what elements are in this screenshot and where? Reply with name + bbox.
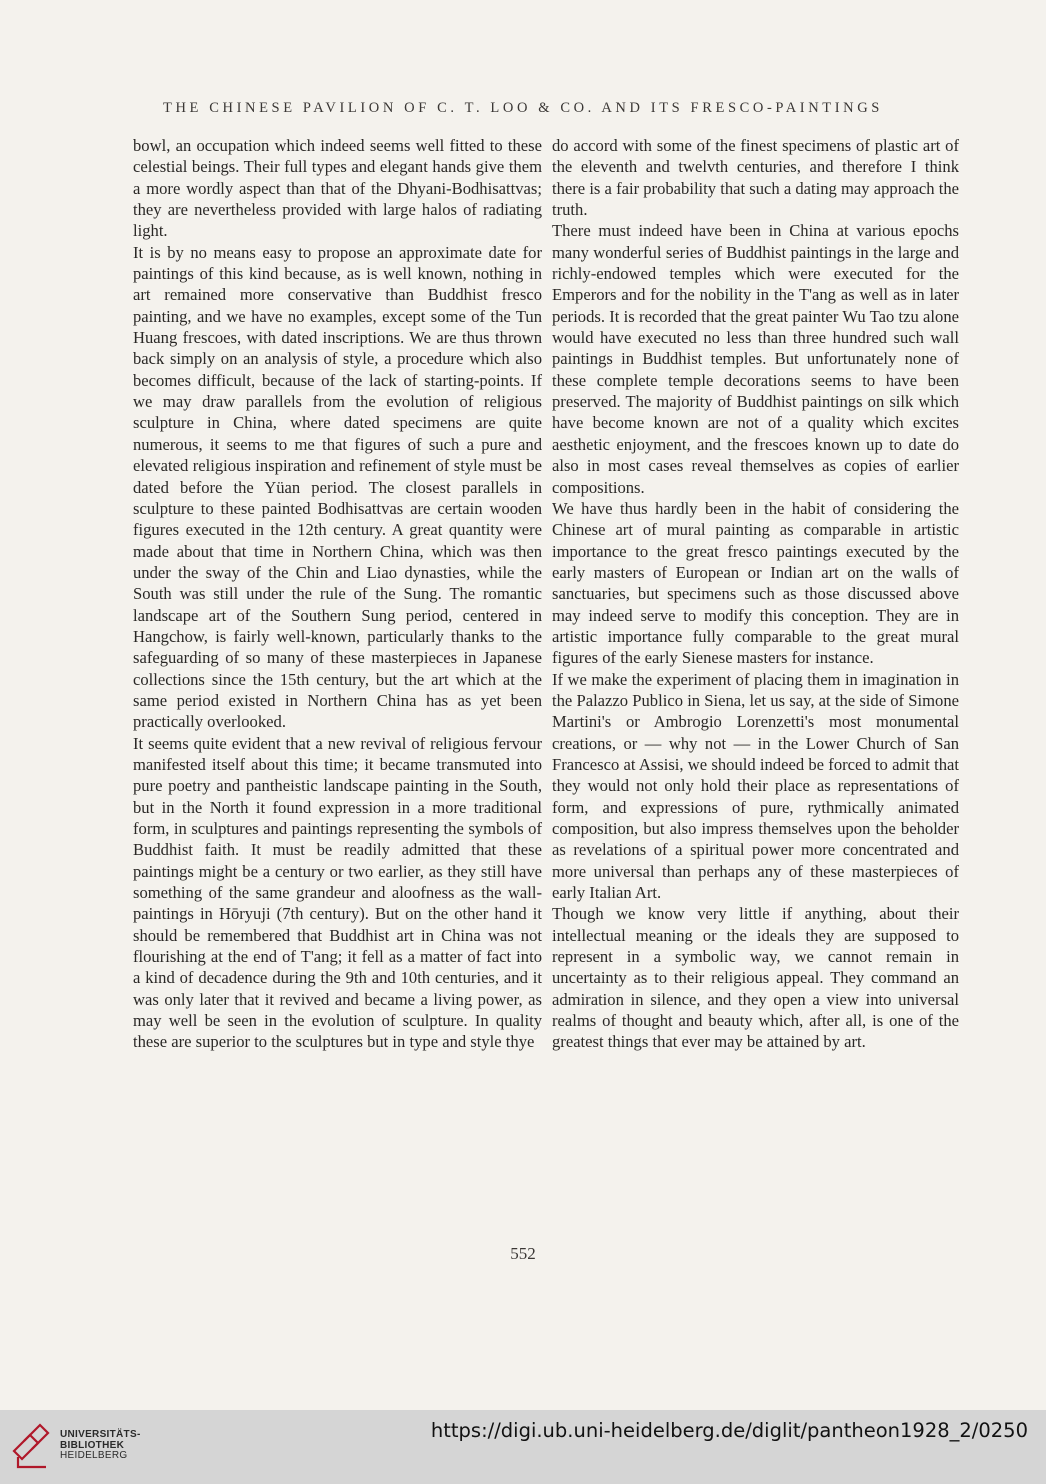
paragraph: It seems quite evident that a new revival of religious fervour manifested itself about this time; it became transmuted into pure poetry and pantheistic landscape painting in the South, but in the North it found expression in a more traditional form, in sculptures and paintings representing the symbols of Buddhist faith. It must be readily admitted that these paintings might be a century or two earlier, as they still have something of the same grandeur and aloofness as the wall-paintings in Hōryuji (7th century). But on the other hand it should be remembered that Buddhist art in China was not flourishing at the end of T'ang; it fell as a matter of fact into a kind of decadence during the 9th and 10th centuries, and it was only later that it revived and became a living power, as may well be seen in the evolution of sculpture. In quality these are superior to the sculptures but in type and style thye (133, 733, 542, 1052)
library-name-line: BIBLIOTHEK (60, 1439, 125, 1451)
ub-heidelberg-logo-icon[interactable] (10, 1417, 54, 1469)
right-column (552, 135, 959, 1053)
library-name (60, 1430, 141, 1462)
paragraph: bowl, an occupation which indeed seems well fitted to these celestial beings. Their full types and elegant hands give them a more wordly aspect than that of the Dhyani-Bodhisattvas; they are nevertheless provided with large halos of radiating light. (133, 136, 542, 241)
library-name-line: UNIVERSITÄTS- (60, 1429, 141, 1440)
library-name-line: HEIDELBERG (60, 1450, 128, 1461)
paragraph: We have thus hardly been in the habit of considering the Chinese art of mural painting as comparable in artistic importance to the great fresco paintings executed by the early masters of European or Indian art on the walls of sanctuaries, but specimens such as those discussed above may indeed serve to modify this conception. They are in artistic importance fully comparable to the great mural figures of the early Sienese masters for instance. (552, 498, 959, 668)
page-number: 552 (510, 1244, 536, 1263)
paragraph: Though we know very little if anything, about their intellectual meaning or the ideals they are supposed to represent in a symbolic way, we cannot remain in uncertainty as to their religious appeal. They command an admiration in silence, and they open a view into universal realms of thought and beauty which, after all, is one of the greatest things that ever may be attained by art. (552, 904, 959, 1052)
paragraph: If we make the experiment of placing them in imagination in the Palazzo Publico in Siena, let us say, at the side of Simone Martini's or Ambrogio Lorenzetti's most monumental creations, or — why not — in the Lower Church of San Francesco at Assisi, we should indeed be forced to admit that they would not only hold their place as representations of form, and expressions of pure, rythmically animated composition, but also impress themselves upon the beholder as revelations of a spiritual power more concentrated and more universal than perhaps any of these masterpieces of early Italian Art. (552, 669, 959, 903)
running-head: THE CHINESE PAVILION OF C. T. LOO & CO. AND ITS FRESCO-PAINTINGS (163, 100, 883, 116)
paragraph: do accord with some of the finest specimens of plastic art of the eleventh and twelvth centuries, and therefore I think there is a fair probability that such a dating may approach the truth. (552, 136, 959, 220)
paragraph: It is by no means easy to propose an approximate date for paintings of this kind because, as is well known, nothing in art remained more conservative than Buddhist fresco painting, and we have no examples, except some of the Tun Huang frescoes, with dated inscriptions. We are thus thrown back simply on an analysis of style, a procedure which also becomes difficult, because of the lack of starting-points. If we may draw parallels from the evolution of religious sculpture in China, where dated specimens are quite numerous, it seems to me that figures of such a pure and elevated religious inspiration and refinement of style must be dated before the Yüan period. The closest parallels in sculpture to these painted Bodhisattvas are certain wooden figures executed in the 12th century. A great quantity were made about that time in Northern China, which was then under the sway of the Chin and Liao dynasties, while the South was still under the rule of the Sung. The romantic landscape art of the Southern Sung period, centered in Hangchow, is fairly well-known, particularly thanks to the safeguarding of so many of these masterpieces in Japanese collections since the 15th century, but the art which at the same period existed in Northern China has as yet been practically overlooked. (133, 242, 542, 732)
left-column (133, 135, 542, 1053)
permalink-url[interactable]: https://digi.ub.uni-heidelberg.de/diglit/pantheon1928_2/0250 (430, 1419, 1028, 1442)
paragraph: There must indeed have been in China at various epochs many wonderful series of Buddhist paintings in the large and richly-endowed temples which were executed for the Emperors and for the nobility in the T'ang as well as in later periods. It is recorded that the great painter Wu Tao tzu alone would have executed no less than three hundred such wall paintings in Buddhist temples. But unfortunately none of these complete temple decorations seems to have been preserved. The majority of Buddhist paintings on silk which have become known are not of a quality which excites aesthetic enjoyment, and the frescoes known up to date do also in most cases reveal themselves as copies of earlier compositions. (552, 221, 959, 497)
